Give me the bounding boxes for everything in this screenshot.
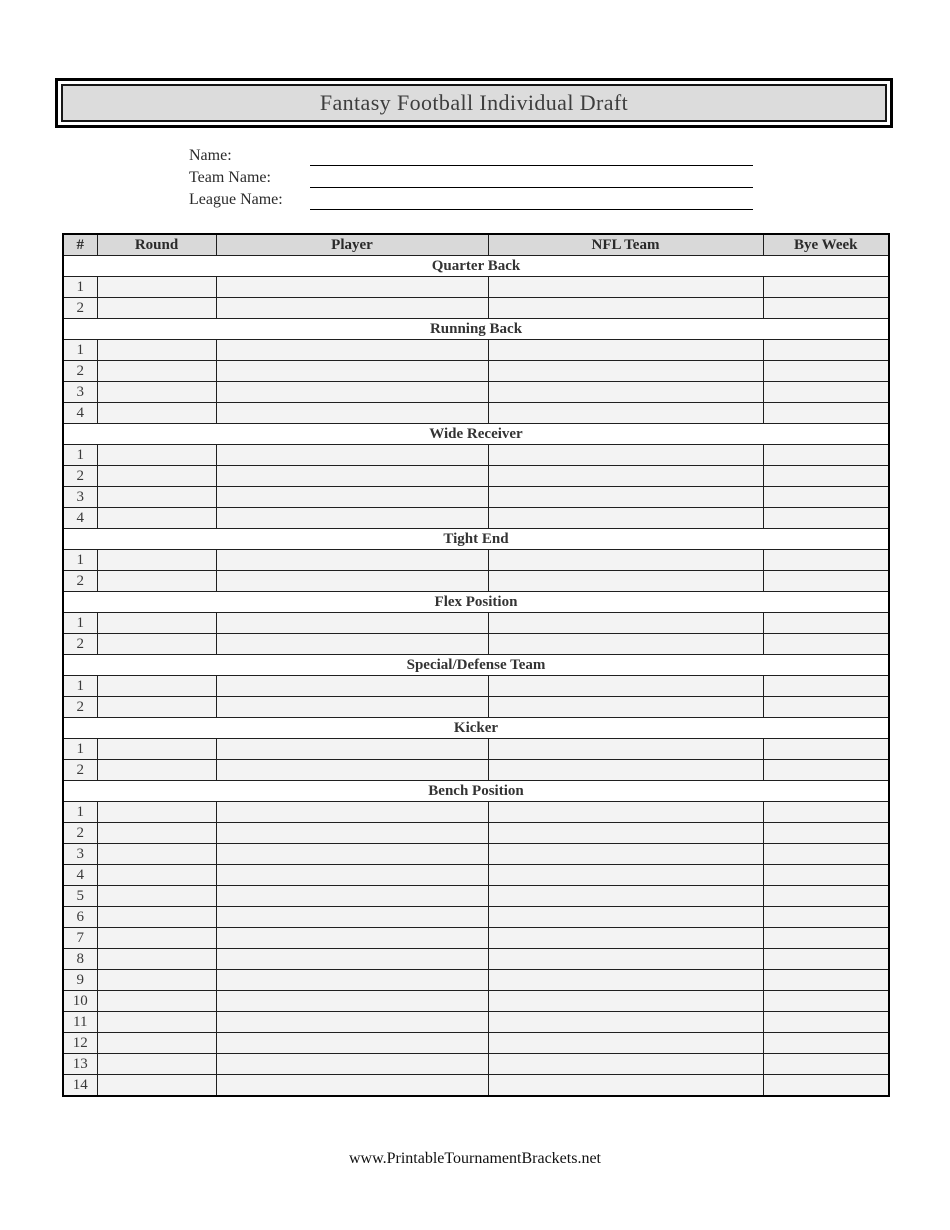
round-cell[interactable] xyxy=(97,487,216,508)
round-cell[interactable] xyxy=(97,760,216,781)
player-cell[interactable] xyxy=(216,739,488,760)
nfl-team-cell[interactable] xyxy=(488,907,763,928)
column-header-num: # xyxy=(63,234,97,256)
player-cell[interactable] xyxy=(216,1054,488,1075)
round-cell[interactable] xyxy=(97,403,216,424)
nfl-team-cell[interactable] xyxy=(488,949,763,970)
section-header-special-defense-team: Special/Defense Team xyxy=(63,655,889,676)
section-row-kicker xyxy=(63,718,889,739)
row-number-cell: 10 xyxy=(63,991,97,1012)
table-row xyxy=(63,802,889,823)
table-row xyxy=(63,676,889,697)
nfl-team-cell[interactable] xyxy=(488,739,763,760)
bye-week-cell[interactable] xyxy=(763,886,889,907)
round-cell[interactable] xyxy=(97,340,216,361)
nfl-team-cell[interactable] xyxy=(488,445,763,466)
player-cell[interactable] xyxy=(216,340,488,361)
page-title: Fantasy Football Individual Draft xyxy=(319,90,629,115)
field-input-line-team-name[interactable] xyxy=(310,165,753,188)
table-row xyxy=(63,949,889,970)
bye-week-cell[interactable] xyxy=(763,1054,889,1075)
bye-week-cell[interactable] xyxy=(763,865,889,886)
round-cell[interactable] xyxy=(97,1075,216,1097)
row-number-cell: 4 xyxy=(63,508,97,529)
table-row xyxy=(63,466,889,487)
row-number-cell: 2 xyxy=(63,571,97,592)
table-row xyxy=(63,445,889,466)
round-cell[interactable] xyxy=(97,466,216,487)
bye-week-cell[interactable] xyxy=(763,823,889,844)
player-cell[interactable] xyxy=(216,949,488,970)
nfl-team-cell[interactable] xyxy=(488,340,763,361)
table-row xyxy=(63,1054,889,1075)
section-header-wide-receiver: Wide Receiver xyxy=(63,424,889,445)
player-cell[interactable] xyxy=(216,697,488,718)
bye-week-cell[interactable] xyxy=(763,949,889,970)
row-number-cell: 2 xyxy=(63,697,97,718)
round-cell[interactable] xyxy=(97,550,216,571)
bye-week-cell[interactable] xyxy=(763,298,889,319)
nfl-team-cell[interactable] xyxy=(488,1075,763,1097)
field-input-line-name[interactable] xyxy=(310,143,753,166)
column-header-round: Round xyxy=(97,234,216,256)
title-box-inner xyxy=(61,84,887,122)
section-header-bench-position: Bench Position xyxy=(63,781,889,802)
round-cell[interactable] xyxy=(97,823,216,844)
round-cell[interactable] xyxy=(97,676,216,697)
player-cell[interactable] xyxy=(216,823,488,844)
row-number-cell: 5 xyxy=(63,886,97,907)
round-cell[interactable] xyxy=(97,613,216,634)
player-cell[interactable] xyxy=(216,634,488,655)
table-row xyxy=(63,340,889,361)
player-cell[interactable] xyxy=(216,907,488,928)
player-cell[interactable] xyxy=(216,361,488,382)
table-row xyxy=(63,571,889,592)
section-row-running-back xyxy=(63,319,889,340)
row-number-cell: 1 xyxy=(63,676,97,697)
table-row xyxy=(63,1033,889,1054)
nfl-team-cell[interactable] xyxy=(488,571,763,592)
player-cell[interactable] xyxy=(216,613,488,634)
section-header-flex-position: Flex Position xyxy=(63,592,889,613)
table-header-row xyxy=(63,234,889,256)
nfl-team-cell[interactable] xyxy=(488,403,763,424)
round-cell[interactable] xyxy=(97,844,216,865)
nfl-team-cell[interactable] xyxy=(488,844,763,865)
row-number-cell: 2 xyxy=(63,361,97,382)
player-cell[interactable] xyxy=(216,403,488,424)
nfl-team-cell[interactable] xyxy=(488,865,763,886)
table-row xyxy=(63,487,889,508)
round-cell[interactable] xyxy=(97,1033,216,1054)
bye-week-cell[interactable] xyxy=(763,802,889,823)
row-number-cell: 4 xyxy=(63,403,97,424)
bye-week-cell[interactable] xyxy=(763,613,889,634)
nfl-team-cell[interactable] xyxy=(488,361,763,382)
round-cell[interactable] xyxy=(97,970,216,991)
table-row xyxy=(63,991,889,1012)
player-cell[interactable] xyxy=(216,487,488,508)
player-cell[interactable] xyxy=(216,298,488,319)
player-cell[interactable] xyxy=(216,1012,488,1033)
player-cell[interactable] xyxy=(216,466,488,487)
table-row xyxy=(63,613,889,634)
nfl-team-cell[interactable] xyxy=(488,697,763,718)
round-cell[interactable] xyxy=(97,802,216,823)
bye-week-cell[interactable] xyxy=(763,697,889,718)
row-number-cell: 1 xyxy=(63,340,97,361)
round-cell[interactable] xyxy=(97,697,216,718)
player-cell[interactable] xyxy=(216,676,488,697)
round-cell[interactable] xyxy=(97,928,216,949)
table-row xyxy=(63,277,889,298)
column-header-nfl-team: NFL Team xyxy=(488,234,763,256)
round-cell[interactable] xyxy=(97,1054,216,1075)
round-cell[interactable] xyxy=(97,907,216,928)
bye-week-cell[interactable] xyxy=(763,991,889,1012)
table-row xyxy=(63,886,889,907)
section-header-tight-end: Tight End xyxy=(63,529,889,550)
nfl-team-cell[interactable] xyxy=(488,760,763,781)
nfl-team-cell[interactable] xyxy=(488,277,763,298)
player-cell[interactable] xyxy=(216,571,488,592)
player-cell[interactable] xyxy=(216,865,488,886)
field-row-name xyxy=(189,144,753,166)
footer-url: www.PrintableTournamentBrackets.net xyxy=(349,1150,601,1167)
player-cell[interactable] xyxy=(216,886,488,907)
bye-week-cell[interactable] xyxy=(763,361,889,382)
round-cell[interactable] xyxy=(97,949,216,970)
table-row xyxy=(63,865,889,886)
table-row xyxy=(63,970,889,991)
table-row xyxy=(63,508,889,529)
row-number-cell: 1 xyxy=(63,739,97,760)
player-cell[interactable] xyxy=(216,277,488,298)
nfl-team-cell[interactable] xyxy=(488,802,763,823)
round-cell[interactable] xyxy=(97,1012,216,1033)
nfl-team-cell[interactable] xyxy=(488,886,763,907)
player-cell[interactable] xyxy=(216,760,488,781)
nfl-team-cell[interactable] xyxy=(488,298,763,319)
bye-week-cell[interactable] xyxy=(763,466,889,487)
row-number-cell: 2 xyxy=(63,298,97,319)
row-number-cell: 2 xyxy=(63,466,97,487)
bye-week-cell[interactable] xyxy=(763,403,889,424)
section-row-quarter-back xyxy=(63,256,889,277)
row-number-cell: 3 xyxy=(63,487,97,508)
round-cell[interactable] xyxy=(97,886,216,907)
row-number-cell: 3 xyxy=(63,844,97,865)
table-row xyxy=(63,1075,889,1097)
bye-week-cell[interactable] xyxy=(763,970,889,991)
round-cell[interactable] xyxy=(97,865,216,886)
row-number-cell: 1 xyxy=(63,277,97,298)
nfl-team-cell[interactable] xyxy=(488,928,763,949)
round-cell[interactable] xyxy=(97,571,216,592)
draft-table xyxy=(62,233,890,1097)
bye-week-cell[interactable] xyxy=(763,739,889,760)
table-row xyxy=(63,634,889,655)
row-number-cell: 8 xyxy=(63,949,97,970)
bye-week-cell[interactable] xyxy=(763,634,889,655)
table-row xyxy=(63,298,889,319)
column-header-player: Player xyxy=(216,234,488,256)
nfl-team-cell[interactable] xyxy=(488,550,763,571)
bye-week-cell[interactable] xyxy=(763,907,889,928)
player-cell[interactable] xyxy=(216,928,488,949)
section-header-quarter-back: Quarter Back xyxy=(63,256,889,277)
player-cell[interactable] xyxy=(216,382,488,403)
player-cell[interactable] xyxy=(216,445,488,466)
table-row xyxy=(63,403,889,424)
row-number-cell: 11 xyxy=(63,1012,97,1033)
nfl-team-cell[interactable] xyxy=(488,466,763,487)
bye-week-cell[interactable] xyxy=(763,445,889,466)
table-row xyxy=(63,361,889,382)
info-fields xyxy=(189,144,753,210)
nfl-team-cell[interactable] xyxy=(488,487,763,508)
player-cell[interactable] xyxy=(216,550,488,571)
bye-week-cell[interactable] xyxy=(763,1075,889,1097)
section-row-special-defense-team xyxy=(63,655,889,676)
bye-week-cell[interactable] xyxy=(763,844,889,865)
round-cell[interactable] xyxy=(97,739,216,760)
row-number-cell: 4 xyxy=(63,865,97,886)
nfl-team-cell[interactable] xyxy=(488,970,763,991)
bye-week-cell[interactable] xyxy=(763,340,889,361)
round-cell[interactable] xyxy=(97,445,216,466)
player-cell[interactable] xyxy=(216,1075,488,1097)
field-label: Name: xyxy=(189,147,232,164)
nfl-team-cell[interactable] xyxy=(488,676,763,697)
player-cell[interactable] xyxy=(216,802,488,823)
section-row-bench-position xyxy=(63,781,889,802)
field-label: Team Name: xyxy=(189,169,271,186)
row-number-cell: 2 xyxy=(63,760,97,781)
row-number-cell: 2 xyxy=(63,634,97,655)
bye-week-cell[interactable] xyxy=(763,487,889,508)
bye-week-cell[interactable] xyxy=(763,760,889,781)
field-row-team-name xyxy=(189,166,753,188)
round-cell[interactable] xyxy=(97,991,216,1012)
bye-week-cell[interactable] xyxy=(763,571,889,592)
bye-week-cell[interactable] xyxy=(763,508,889,529)
player-cell[interactable] xyxy=(216,970,488,991)
round-cell[interactable] xyxy=(97,361,216,382)
row-number-cell: 1 xyxy=(63,445,97,466)
table-row xyxy=(63,382,889,403)
table-row xyxy=(63,907,889,928)
field-input-line-league-name[interactable] xyxy=(310,187,753,210)
section-header-kicker: Kicker xyxy=(63,718,889,739)
row-number-cell: 7 xyxy=(63,928,97,949)
nfl-team-cell[interactable] xyxy=(488,508,763,529)
table-row xyxy=(63,1012,889,1033)
section-row-tight-end xyxy=(63,529,889,550)
section-header-running-back: Running Back xyxy=(63,319,889,340)
row-number-cell: 14 xyxy=(63,1075,97,1097)
table-body xyxy=(63,256,889,1097)
nfl-team-cell[interactable] xyxy=(488,613,763,634)
row-number-cell: 6 xyxy=(63,907,97,928)
bye-week-cell[interactable] xyxy=(763,277,889,298)
field-row-league-name xyxy=(189,188,753,210)
round-cell[interactable] xyxy=(97,634,216,655)
row-number-cell: 1 xyxy=(63,550,97,571)
row-number-cell: 12 xyxy=(63,1033,97,1054)
row-number-cell: 1 xyxy=(63,613,97,634)
row-number-cell: 2 xyxy=(63,823,97,844)
row-number-cell: 9 xyxy=(63,970,97,991)
row-number-cell: 3 xyxy=(63,382,97,403)
bye-week-cell[interactable] xyxy=(763,928,889,949)
nfl-team-cell[interactable] xyxy=(488,382,763,403)
nfl-team-cell[interactable] xyxy=(488,1012,763,1033)
nfl-team-cell[interactable] xyxy=(488,991,763,1012)
bye-week-cell[interactable] xyxy=(763,676,889,697)
player-cell[interactable] xyxy=(216,508,488,529)
table-row xyxy=(63,760,889,781)
player-cell[interactable] xyxy=(216,1033,488,1054)
table-row xyxy=(63,697,889,718)
row-number-cell: 13 xyxy=(63,1054,97,1075)
column-header-bye-week: Bye Week xyxy=(763,234,889,256)
section-row-wide-receiver xyxy=(63,424,889,445)
nfl-team-cell[interactable] xyxy=(488,634,763,655)
table-row xyxy=(63,550,889,571)
table-row xyxy=(63,928,889,949)
table-row xyxy=(63,844,889,865)
title-box xyxy=(55,78,893,128)
round-cell[interactable] xyxy=(97,508,216,529)
round-cell[interactable] xyxy=(97,298,216,319)
row-number-cell: 1 xyxy=(63,802,97,823)
bye-week-cell[interactable] xyxy=(763,1012,889,1033)
round-cell[interactable] xyxy=(97,382,216,403)
table-row xyxy=(63,823,889,844)
nfl-team-cell[interactable] xyxy=(488,1033,763,1054)
bye-week-cell[interactable] xyxy=(763,550,889,571)
player-cell[interactable] xyxy=(216,991,488,1012)
bye-week-cell[interactable] xyxy=(763,382,889,403)
table-row xyxy=(63,739,889,760)
nfl-team-cell[interactable] xyxy=(488,823,763,844)
nfl-team-cell[interactable] xyxy=(488,1054,763,1075)
round-cell[interactable] xyxy=(97,277,216,298)
field-label: League Name: xyxy=(189,191,283,208)
section-row-flex-position xyxy=(63,592,889,613)
bye-week-cell[interactable] xyxy=(763,1033,889,1054)
player-cell[interactable] xyxy=(216,844,488,865)
